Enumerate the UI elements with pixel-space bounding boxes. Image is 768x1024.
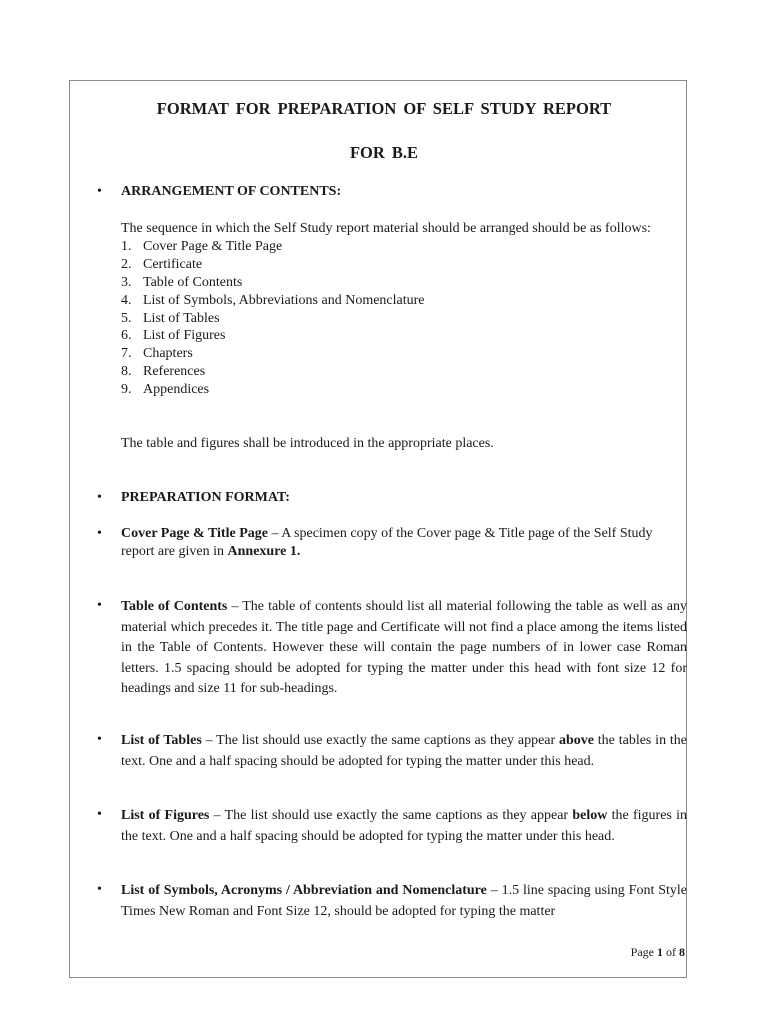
toc-text: – The table of contents should list all material following the table as well as any material which precedes it. The title page and Certificate will not find a place among the items listed in the Table of Contents. However these will contain the page numbers of in lower case Roman letters. 1.5 spacing should be adopted for typing the matter under this head with font size 12 for headings and size 11 for sub-headings. — [121, 599, 687, 696]
list-item: 4. List of Symbols, Abbreviations and Nomenclature — [121, 292, 425, 308]
symbols-term: List of Symbols, Acronyms / Abbreviation and Nomenclature — [121, 883, 487, 898]
bullet-icon: • — [97, 807, 102, 822]
bullet-icon: • — [97, 598, 102, 613]
figures-term: List of Figures — [121, 808, 210, 823]
list-of-figures-item: • List of Figures – The list should use exactly the same captions as they appear below the figures in the text. One and a half spacing should be adopted for typing the matter under this head. — [97, 807, 687, 844]
annexure-ref: Annexure 1. — [227, 544, 301, 559]
contents-sequence-list — [121, 238, 661, 399]
figures-emphasis: below — [572, 808, 608, 823]
list-item: 6. List of Figures — [121, 328, 226, 344]
arrangement-section — [97, 183, 687, 201]
bullet-icon: • — [97, 184, 102, 199]
tables-term: List of Tables — [121, 733, 202, 748]
document-subtitle: FOR B.E — [349, 143, 419, 162]
list-item: 9. Appendices — [121, 382, 210, 398]
cover-term: Cover Page & Title Page — [121, 526, 268, 541]
list-of-tables-item: • List of Tables – The list should use exactly the same captions as they appear above the tables in the text. One and a half spacing should be adopted for typing the matter under this head. — [97, 732, 687, 769]
arrangement-body — [121, 220, 661, 399]
preparation-heading: PREPARATION FORMAT: — [121, 490, 290, 505]
list-item: 5. List of Tables — [121, 310, 220, 326]
toc-term: Table of Contents — [121, 599, 228, 614]
list-item: 3. Table of Contents — [121, 274, 243, 290]
bullet-icon: • — [97, 526, 102, 541]
cover-page-item — [97, 525, 687, 561]
page-number: Page 1 of 8 — [630, 945, 685, 959]
arrangement-intro: The sequence in which the Self Study report material should be arranged should be as follows: — [121, 221, 651, 236]
bullet-icon: • — [97, 490, 102, 505]
toc-item — [97, 597, 687, 700]
symbols-text: – 1.5 line spacing using Font Style Times New Roman and Font Size 12, should be adopted for typing the matter — [121, 883, 687, 919]
arrangement-note: The table and figures shall be introduced in the appropriate places. — [121, 436, 494, 451]
list-item: 7. Chapters — [121, 346, 193, 362]
bullet-icon: • — [97, 732, 102, 747]
bullet-icon: • — [97, 882, 102, 897]
list-item: 2. Certificate — [121, 256, 203, 272]
arrangement-heading: ARRANGEMENT OF CONTENTS: — [121, 184, 342, 199]
document-title: FORMAT FOR PREPARATION OF SELF STUDY REPORT — [156, 99, 612, 118]
preparation-section — [97, 489, 687, 507]
tables-emphasis: above — [558, 733, 594, 748]
list-item: 8. References — [121, 364, 206, 380]
cover-text: – A specimen copy of the Cover page & Title page of the Self Study report are given in — [121, 526, 653, 559]
list-of-symbols-item — [97, 881, 687, 922]
list-item: 1. Cover Page & Title Page — [121, 238, 283, 254]
